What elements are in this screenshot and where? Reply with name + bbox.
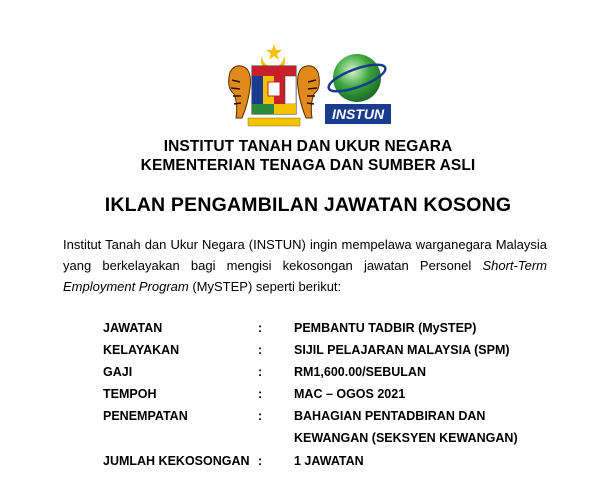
detail-colon: : (258, 365, 263, 379)
detail-value: 1 JAWATAN (294, 454, 364, 468)
detail-value: SIJIL PELAJARAN MALAYSIA (SPM) (294, 343, 510, 357)
detail-label: JUMLAH KEKOSONGAN (103, 454, 250, 468)
detail-label: PENEMPATAN (103, 409, 188, 423)
ministry-name: KEMENTERIAN TENAGA DAN SUMBER ASLI (140, 157, 476, 174)
detail-row-penempatan-cont (0, 431, 616, 451)
detail-colon: : (258, 454, 263, 468)
instun-logo-text: INSTUN (331, 106, 385, 122)
detail-value: MAC – OGOS 2021 (294, 387, 406, 401)
detail-row-gaji (0, 365, 616, 385)
detail-row-kelayakan (0, 343, 616, 363)
intro-italic-program: Employment Program (63, 279, 189, 294)
detail-colon: : (258, 387, 263, 401)
detail-colon: : (258, 321, 263, 335)
detail-label: KELAYAKAN (103, 343, 180, 357)
intro-line-3-text: (MySTEP) seperti berikut: (192, 279, 342, 294)
instun-logo (325, 48, 391, 128)
intro-line-3 (63, 276, 547, 297)
detail-row-jumlah-kekosongan (0, 454, 616, 474)
detail-value: BAHAGIAN PENTADBIRAN DAN (294, 409, 486, 423)
detail-label: JAWATAN (103, 321, 163, 335)
intro-paragraph (63, 234, 547, 297)
page-title: IKLAN PENGAMBILAN JAWATAN KOSONG (104, 194, 512, 216)
detail-value: PEMBANTU TADBIR (MySTEP) (294, 321, 477, 335)
intro-line-2 (63, 255, 547, 276)
organization-name: INSTITUT TANAH DAN UKUR NEGARA (163, 138, 453, 155)
detail-colon: : (258, 409, 263, 423)
detail-row-tempoh (0, 387, 616, 407)
detail-label: TEMPOH (103, 387, 157, 401)
detail-value-continued: KEWANGAN (SEKSYEN KEWANGAN) (294, 431, 518, 445)
detail-value: RM1,600.00/SEBULAN (294, 365, 426, 379)
detail-colon: : (258, 343, 263, 357)
detail-row-jawatan (0, 321, 616, 341)
detail-label: GAJI (103, 365, 133, 379)
intro-line-1: Institut Tanah dan Ukur Negara (INSTUN) ingin mempelawa warganegara Malaysia (63, 237, 547, 252)
malaysia-coat-of-arms-logo (222, 42, 326, 132)
intro-line-2-text: yang berkelayakan bagi mengisi kekosongan jawatan Personel (63, 258, 472, 273)
detail-row-penempatan (0, 409, 616, 429)
intro-italic-term: Short-Term (482, 258, 547, 273)
